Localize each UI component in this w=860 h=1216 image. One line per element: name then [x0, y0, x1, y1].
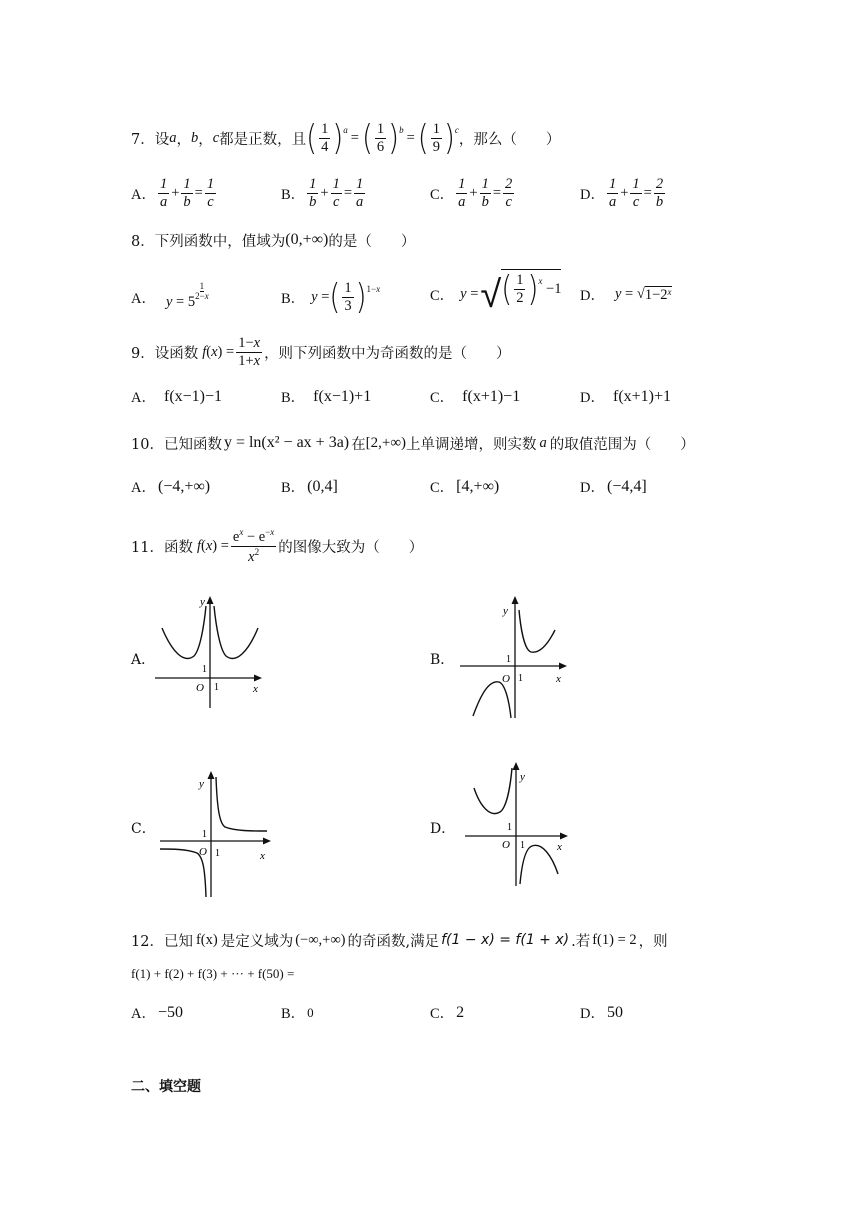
q12-value-a: −50 — [157, 1003, 184, 1021]
graph-origin-label: O — [196, 682, 204, 694]
q7-sep-2: ， — [198, 131, 213, 148]
graph-one-label: 1 — [215, 848, 220, 859]
section-title: 二、填空题 — [131, 1079, 201, 1095]
q11-graph-c[interactable] — [155, 765, 280, 900]
q11-option-c-label[interactable]: C． — [131, 821, 156, 837]
option-label: A． — [131, 186, 156, 203]
option-label: B． — [281, 186, 306, 203]
q10-text-mid: 在 — [351, 436, 366, 453]
graph-one-label: 1 — [520, 840, 525, 851]
q11-option-a-label[interactable]: A． — [131, 652, 156, 668]
q11-graph-b[interactable] — [455, 590, 575, 720]
question-12 — [131, 928, 668, 952]
q7-option-b[interactable]: B． 1 b + 1 c = 1 a — [281, 176, 364, 210]
q9-expr-d: f(x+1)+1 — [612, 387, 672, 405]
option-label: B． — [281, 480, 306, 496]
graph-origin-label: O — [502, 839, 510, 851]
q11-graph-d[interactable] — [460, 758, 580, 888]
q11-text-end: 的图像大致为（ ） — [278, 539, 424, 556]
q8-number: 8． — [131, 233, 155, 250]
q7-sep-1: ， — [176, 131, 191, 148]
option-label: C． — [430, 1006, 455, 1022]
graph-one-label: 1 — [518, 673, 523, 684]
q12-option-d[interactable] — [580, 1002, 623, 1023]
q8-option-d[interactable]: D． y = √ $1-2^x$ — [580, 286, 672, 304]
q7-text-c: ，那么（ ） — [458, 131, 561, 148]
q10-option-c[interactable] — [430, 476, 499, 497]
question-9: 9． 设函数 f(x) = $\frac{1-x}{1+x}$ ，则下列函数中为奇函数的是（ ） — [131, 334, 511, 369]
option-label: C． — [430, 480, 455, 496]
graph-origin-label: O — [502, 673, 510, 685]
option-label: D． — [580, 1006, 605, 1022]
q12-text: 已知 — [163, 933, 193, 950]
q10-expr-d: (−4,4] — [606, 477, 647, 495]
q12-text-e: ，则 — [638, 933, 668, 950]
q9-expr-a: f(x−1)−1 — [163, 387, 223, 405]
graph-one-label: 1 — [506, 654, 511, 665]
option-label: B． — [281, 290, 306, 307]
graph-y-label: y — [503, 605, 508, 617]
option-label: B． — [281, 1006, 306, 1022]
q11-option-b-label[interactable]: B． — [430, 652, 455, 668]
q12-value-b: 0 — [307, 1004, 314, 1020]
q12-value-c: 2 — [456, 1003, 465, 1021]
q12-number: 12． — [131, 933, 164, 950]
q10-expr-c: [4,+∞) — [456, 477, 500, 495]
q12-option-a[interactable] — [131, 1002, 183, 1023]
q7-var-c: c — [212, 129, 220, 146]
q7-text-b: 都是正数，且 — [219, 131, 307, 148]
q11-option-d-label[interactable]: D． — [430, 821, 456, 837]
question-11: 11． 函数 f(x) = $\frac{e^x - e^{-x}}{x^2}$ 的图像大致为（ ） — [131, 527, 424, 565]
q12-cond: f(1 − x) = f(1 + x) — [441, 932, 570, 948]
option-label: D． — [580, 480, 605, 496]
question-7 — [131, 116, 560, 160]
q7-var-b: b — [190, 129, 199, 146]
q12-sum: f(1) + f(2) + f(3) + ··· + f(50) = — [131, 966, 295, 981]
q10-option-a[interactable] — [131, 476, 210, 497]
q9-option-a[interactable] — [131, 386, 222, 407]
q9-expr-b: f(x−1)+1 — [313, 387, 372, 405]
option-label: C． — [430, 186, 455, 203]
q8-option-a[interactable]: A． y = 5 1 2−x — [131, 280, 209, 310]
option-label: A． — [131, 291, 156, 307]
q10-text-end2: 的取值范围为（ ） — [549, 436, 695, 453]
q12-cond2: f(1) = 2 — [592, 931, 637, 948]
q10-text-end: 上单调递增，则实数 — [406, 436, 537, 453]
q10-number: 10． — [131, 436, 164, 453]
graph-x-label: x — [260, 850, 265, 862]
question-10 — [131, 430, 695, 456]
q12-value-d: 50 — [606, 1003, 623, 1021]
q7-option-d[interactable]: D． 1 a + 1 c = 2 b — [580, 176, 664, 210]
q10-var: a — [539, 434, 547, 451]
q10-expr-b: (0,4] — [307, 477, 338, 495]
q11-number: 11． — [131, 539, 164, 556]
q12-option-b[interactable] — [281, 1002, 314, 1023]
graph-x-label: x — [556, 673, 561, 685]
option-label: C． — [430, 390, 455, 406]
q11-graph-a[interactable] — [150, 590, 270, 710]
option-label: D． — [580, 288, 605, 304]
q12-option-c[interactable] — [430, 1002, 464, 1023]
q10-interval: [2,+∞) — [365, 434, 407, 451]
q9-option-c[interactable] — [430, 386, 520, 407]
q10-option-d[interactable] — [580, 476, 647, 497]
question-8 — [131, 228, 415, 252]
graph-one-label: 1 — [507, 822, 512, 833]
q9-text-end: ，则下列函数中为奇函数的是（ ） — [264, 345, 511, 362]
option-label: D． — [580, 186, 605, 203]
option-label: B． — [281, 390, 306, 406]
q7-number: 7． — [131, 131, 155, 148]
q7-equation: ( 1 4 ) a = ( 1 6 ) b = ( 1 9 ) c — [306, 116, 459, 158]
q8-text: 下列函数中，值域为 — [154, 233, 286, 250]
q8-interval: (0,+∞) — [285, 231, 329, 248]
q8-option-b[interactable]: B． y = ( 1 3 ) 1−x — [281, 275, 381, 318]
q7-text-a: 设 — [154, 131, 170, 148]
q10-func: y = ln(x² − ax + 3a) — [223, 434, 350, 451]
option-label: A． — [131, 390, 156, 406]
q11-text: 函数 — [163, 539, 193, 556]
graph-y-label: y — [200, 596, 205, 608]
q9-number: 9． — [131, 345, 155, 362]
graph-y-label: y — [199, 778, 204, 790]
graph-x-label: x — [557, 841, 562, 853]
q9-text: 设函数 — [154, 345, 199, 362]
q7-option-a[interactable]: A． 1 a + 1 b = 1 c — [131, 176, 215, 210]
graph-origin-label: O — [199, 846, 207, 858]
graph-y-label: y — [520, 771, 525, 783]
option-label: C． — [430, 288, 455, 304]
q12-text-b: 是定义域为 — [220, 933, 294, 950]
option-label: D． — [580, 390, 605, 406]
q12-fx: f(x) — [195, 931, 218, 948]
q12-text-c: 的奇函数,满足 — [347, 933, 440, 950]
q10-option-b[interactable] — [281, 476, 338, 497]
q9-expr-c: f(x+1)−1 — [462, 387, 521, 405]
q7-option-c[interactable]: C． 1 a + 1 b = 2 c — [430, 176, 513, 210]
option-label: A． — [131, 1006, 156, 1022]
q9-option-d[interactable] — [580, 386, 671, 407]
q10-expr-a: (−4,+∞) — [157, 477, 211, 495]
option-label: A． — [131, 480, 156, 496]
q11-func: f(x) = — [196, 537, 229, 554]
q8-option-c[interactable]: C． y = √ ( 1 2 ) x −1 — [430, 267, 562, 316]
q8-text-end: 的是（ ） — [328, 233, 416, 250]
q9-option-b[interactable] — [281, 386, 371, 407]
q10-text: 已知函数 — [163, 436, 222, 453]
q9-func: f(x) = — [202, 343, 235, 360]
graph-one-label: 1 — [214, 682, 219, 693]
q12-text-d: .若 — [571, 933, 591, 950]
q7-var-a: a — [169, 129, 177, 146]
graph-one-label: 1 — [202, 829, 207, 840]
q12-domain: (−∞,+∞) — [295, 931, 346, 948]
graph-x-label: x — [253, 683, 258, 695]
graph-one-label: 1 — [202, 664, 207, 675]
